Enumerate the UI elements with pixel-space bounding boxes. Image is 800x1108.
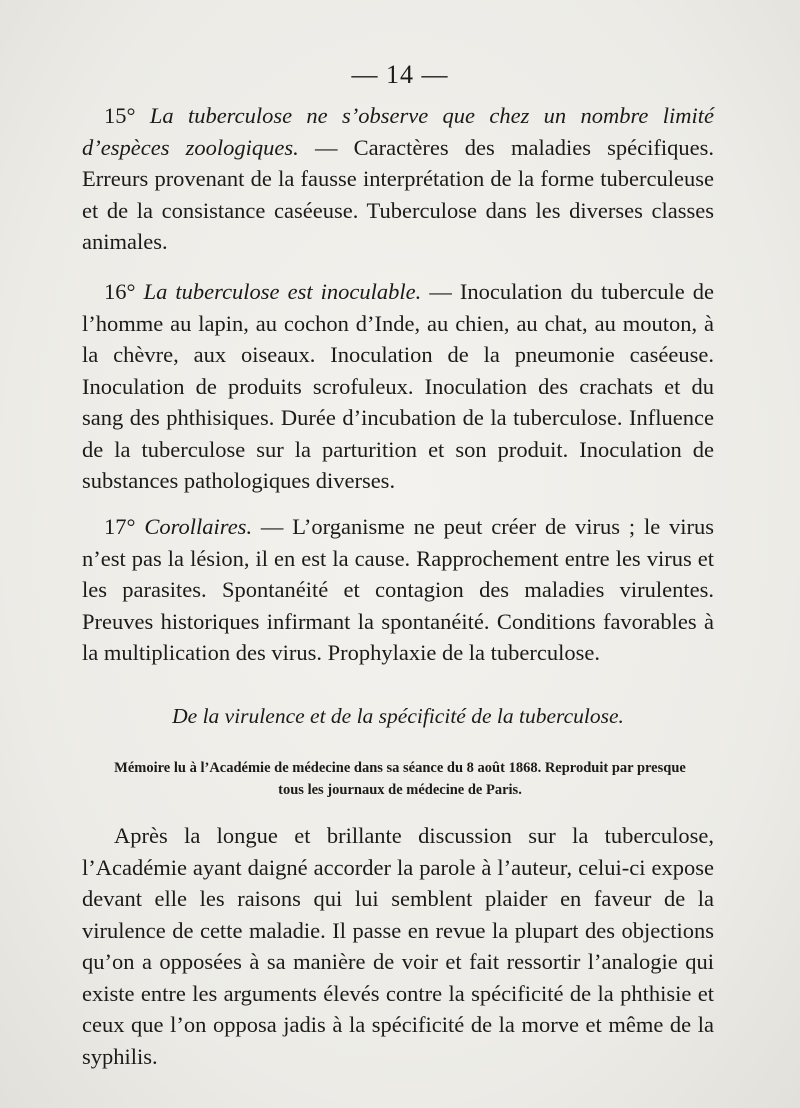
memoir-note: Mémoire lu à l’Académie de médecine dans sa séance du 8 août 1868. Reproduit par presque tous les journaux de médecine de Paris. bbox=[114, 760, 686, 798]
section-text: — Caractères des maladies spécifiques. Erreurs provenant de la fausse interprétation de la forme tuberculeuse et de la consistance caséeuse. Tuberculose dans les diverses classes animales. bbox=[82, 134, 715, 254]
page-number: — 14 — bbox=[351, 60, 449, 89]
section-title: La tuberculose est inoculable. bbox=[143, 279, 422, 304]
memoir-body: Après la longue et brillante discussion sur la tuberculose, l’Académie ayant daigné accorder la parole à l’auteur, celui-ci expose devant elle les raisons qui lui semblent plaider en faveur de la virulence de cette maladie. Il passe en revue la plupart des objections qu’on a opposées à sa manière de voir et fait ressortir l’analogie qui existe entre les arguments élevés contre la spécificité de la phthisie et ceux que l’on opposa jadis à la spécificité de la morve et même de la syphilis. bbox=[82, 823, 714, 1069]
section-text: — L’organisme ne peut créer de virus ; le virus n’est pas la lésion, il en est la cause. Rapprochement entre les virus et les parasites. Spontanéité et contagion des maladies virulentes. Preuves historiques infirmant la spontanéité. Conditions favorables à la multiplication des virus. Prophylaxie de la tuberculose. bbox=[82, 514, 715, 665]
section-15 bbox=[82, 100, 714, 258]
section-number: 17° bbox=[104, 514, 136, 539]
section-16 bbox=[82, 276, 714, 497]
section-title: La tuberculose ne s’observe que chez un nombre limité d’espèces zoologiques. bbox=[82, 103, 714, 160]
section-number: 15° bbox=[104, 103, 136, 128]
section-title: Corollaires. bbox=[144, 514, 253, 539]
section-number: 16° bbox=[104, 279, 136, 304]
memoir-heading: De la virulence et de la spécificité de la tuberculose. bbox=[172, 704, 624, 728]
section-text: — Inoculation du tubercule de l’homme au lapin, au cochon d’Inde, au chien, au chat, au mouton, à la chèvre, aux oiseaux. Inoculation de la pneumonie caséeuse. Inoculation de produits scrofuleux. Inoculation des crachats et du sang des phthisiques. Durée d’incubation de la tuberculose. Influence de la tuberculose sur la parturition et son produit. Inoculation de substances pathologiques diverses. bbox=[82, 279, 715, 493]
section-17 bbox=[82, 511, 714, 669]
